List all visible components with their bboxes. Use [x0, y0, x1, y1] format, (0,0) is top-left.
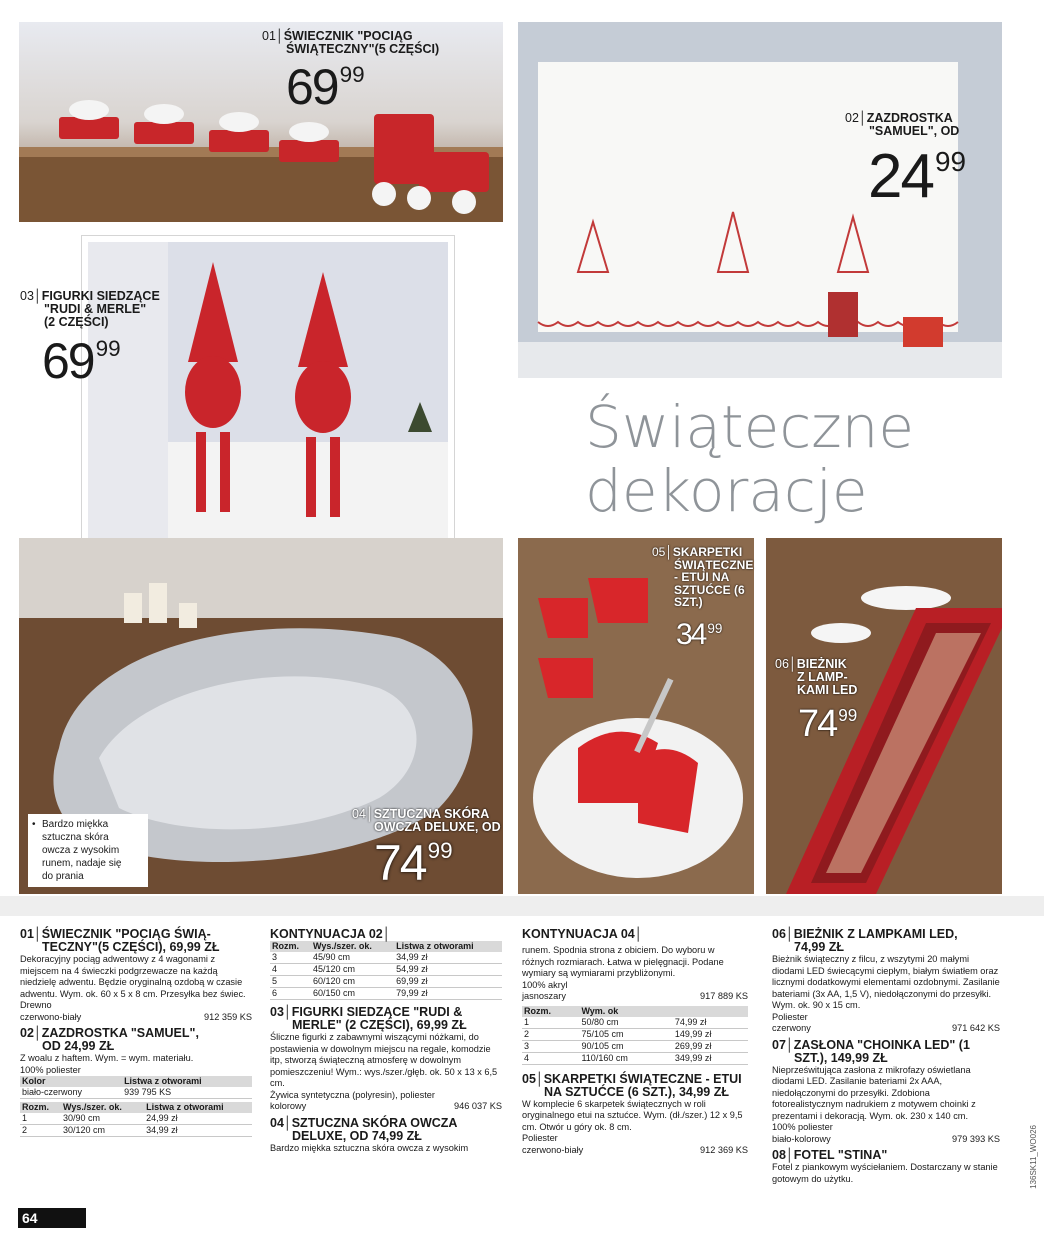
heading-item-08: 08│FOTEL "STINA": [772, 1148, 888, 1162]
table-row: 5 60/120 cm 69,99 zł: [270, 976, 502, 988]
label-item-01: 01│ŚWIECZNIK "POCIĄG ŚWIĄTECZNY"(5 CZĘŚCI): [262, 29, 440, 57]
rug-feature-note: • Bardzo miękka sztuczna skóra owcza z wysokim runem, nadaje się do prania: [28, 814, 148, 887]
desc-item-03: Śliczne figurki z zabawnymi wiszącymi nóżkami, do postawienia w dowolnym miejscu na regale, komodzie itp, stworzą świąteczną atmosferę w dowolnym pomieszczeniu! Wym.: wys./szer./głęb. ok. 50 x 13 x 6,5 cm.: [270, 1032, 498, 1088]
table-row: 3 90/105 cm 269,99 zł: [522, 1040, 748, 1052]
heading-item-02: 02│ZAZDROSTKA "SAMUEL", OD 24,99 ZŁ: [20, 1026, 199, 1053]
table-row: 3 45/90 cm 34,99 zł: [270, 952, 502, 964]
continuation-04: KONTYNUACJA 04│: [522, 927, 643, 941]
label-item-06: 06│BIEŻNIK Z LAMP- KAMI LED: [775, 657, 858, 698]
desc-item-02: Z woalu z haftem. Wym. = wym. materiału.: [20, 1053, 194, 1063]
section-divider: [0, 896, 1044, 916]
table-row: 1 30/90 cm 24,99 zł: [20, 1113, 252, 1125]
price-item-01: $69^{99}$: [286, 59, 365, 115]
price-item-02: $24^{99}$: [868, 142, 966, 211]
label-item-03: 03│FIGURKI SIEDZĄCE "RUDI & MERLE" (2 CZĘŚCI): [20, 289, 160, 330]
text-column-3: [522, 928, 748, 1156]
label-item-05: 05│SKARPETKI ŚWIĄTECZNE - ETUI NA SZTUĆCE (6 SZT.): [652, 545, 754, 610]
material-item-03: Żywica syntetyczna (polyresin), poliester: [270, 1089, 435, 1100]
catalog-code: 136SK11_WO026: [1029, 1125, 1038, 1189]
variant-item-07: biało-kolorowy 979 393 KS: [772, 1133, 1000, 1144]
heading-item-05: 05│SKARPETKI ŚWIĄTECZNE - ETUI NA SZTUĆCE (6 SZT.), 34,99 ZŁ: [522, 1071, 742, 1099]
table-row: 4 110/160 cm 349,99 zł: [522, 1052, 748, 1064]
price-item-03: $69^{99}$: [42, 333, 121, 389]
material-item-04: 100% akryl: [522, 979, 568, 990]
price-item-05: 34 $^{99}$: [676, 618, 723, 651]
text-column-1: [20, 928, 252, 1137]
heading-item-06: 06│BIEŻNIK Z LAMPKAMI LED, 74,99 ZŁ: [772, 927, 958, 954]
heading-item-03: 03│FIGURKI SIEDZĄCE "RUDI & MERLE" (2 CZĘŚCI), 69,99 ZŁ: [270, 1005, 467, 1032]
desc-item-01: Dekoracyjny pociąg adwentowy z 4 wagonami z miejscem na 4 świeczki podgrzewacze na każdą niedzielę adwentu. Będzie oryginalną ozdobą w czasie adwentu. Wym. ok. 60 x 5 x 8 cm. Przesyłka bez świec.: [20, 954, 246, 999]
desc-item-05: W komplecie 6 skarpetek świątecznych w roli oryginalnego etui na sztućce. Wym. (dł./szer.) 12 x 9,5 cm. Otwór u góry ok. 8 cm.: [522, 1098, 743, 1132]
label-item-04: 04│SZTUCZNA SKÓRA OWCZA DELUXE, OD: [352, 807, 501, 835]
variant-item-03: kolorowy 946 037 KS: [270, 1101, 502, 1111]
desc-item-07: Nieprześwitująca zasłona z mikrofazy oświetlana diodami LED. Zasilanie bateriami 2x AAA, niedołączonymi do przesyłki. Zdobiona fotorealistycznym nadrukiem z motywem choinki z prezentami i dekoracją. Wym. ok. 230 x 140 cm.: [772, 1064, 976, 1121]
variant-item-01: czerwono-biały 912 359 KS: [20, 1011, 252, 1022]
desc-item-08: Fotel z piankowym wyściełaniem. Dostarczany w stanie gotowym do użytku.: [772, 1162, 998, 1184]
material-item-01: Drewno: [20, 1000, 52, 1010]
table-row: 4 45/120 cm 54,99 zł: [270, 964, 502, 976]
price-item-04: $74^{99}$: [374, 835, 453, 891]
variant-item-05: czerwono-biały 912 369 KS: [522, 1144, 748, 1155]
variant-item-04: jasnoszary 917 889 KS: [522, 991, 748, 1001]
table-row: 6 60/150 cm 79,99 zł: [270, 988, 502, 1000]
desc-item-04-cont: runem. Spodnia strona z obiciem. Do wyboru w różnych rozmiarach. Łatwa w pielęgnacji. Podane wymiary są wymiarami przybliżonymi.: [522, 945, 724, 978]
color-table-item-02: Kolor Listwa z otworami biało-czerwony 939 795 KS: [20, 1076, 252, 1099]
desc-item-06: Bieżnik świąteczny z filcu, z wszytymi 20 małymi diodami LED świecącymi ciepłym, białym światłem oraz licznymi dodatkowymi elementami ozdobnymi. Zasilanie bateriami (3x AA, 1,5 V), niedołączonymi do przesyłki. Wym. ok. 90 x 15 cm.: [772, 954, 1000, 1010]
label-item-02: 02│ZAZDROSTKA "SAMUEL", OD: [845, 111, 960, 139]
table-row: 1 50/80 cm 74,99 zł: [522, 1017, 748, 1029]
heading-item-07: 07│ZASŁONA "CHOINKA LED" (1 SZT.), 149,99 ZŁ: [772, 1037, 970, 1065]
desc-item-04: Bardzo miękka sztuczna skóra owcza z wysokim: [270, 1142, 469, 1153]
heading-item-01: 01│ŚWIECZNIK "POCIĄG ŚWIĄ- TECZNY"(5 CZĘŚCI), 69,99 ZŁ: [20, 927, 220, 954]
table-row: 2 75/105 cm 149,99 zł: [522, 1028, 748, 1040]
price-item-06: 74 $^{99}$: [798, 703, 858, 745]
continuation-02: KONTYNUACJA 02│: [270, 927, 391, 941]
table-row: 2 30/120 cm 34,99 zł: [20, 1125, 252, 1137]
section-headline: Świąteczne dekoracje: [585, 393, 915, 525]
size-table-item-02-cont: Rozm. Wys./szer. ok. Listwa z otworami 3 45/90 cm 34,99 zł 4 45/120 cm 54,99 zł 5 60/120 cm 69,99 zł 6 60/150 cm 79,99 zł: [270, 941, 502, 1000]
variant-item-06: czerwony 971 642 KS: [772, 1023, 1000, 1033]
heading-item-04: 04│SZTUCZNA SKÓRA OWCZA DELUXE, OD 74,99 ZŁ: [270, 1115, 458, 1143]
material-item-02: 100% poliester: [20, 1064, 81, 1075]
material-item-05: Poliester: [522, 1133, 558, 1143]
size-table-item-04: Rozm. Wym. ok 1 50/80 cm 74,99 zł 2 75/105 cm 149,99 zł 3 90/105 cm 269,99 zł 4 110/160 cm 349,99 zł: [522, 1006, 748, 1065]
photo-figurines-rudi-merle: [82, 236, 454, 578]
text-column-2: [270, 928, 502, 1154]
text-column-4: [772, 928, 1000, 1185]
size-table-item-02: Rozm. Wys./szer. ok. Listwa z otworami 1 30/90 cm 24,99 zł 2 30/120 cm 34,99 zł: [20, 1102, 252, 1137]
material-item-06: Poliester: [772, 1011, 808, 1022]
page-number: 64: [18, 1208, 86, 1228]
material-item-07: 100% poliester: [772, 1122, 833, 1132]
